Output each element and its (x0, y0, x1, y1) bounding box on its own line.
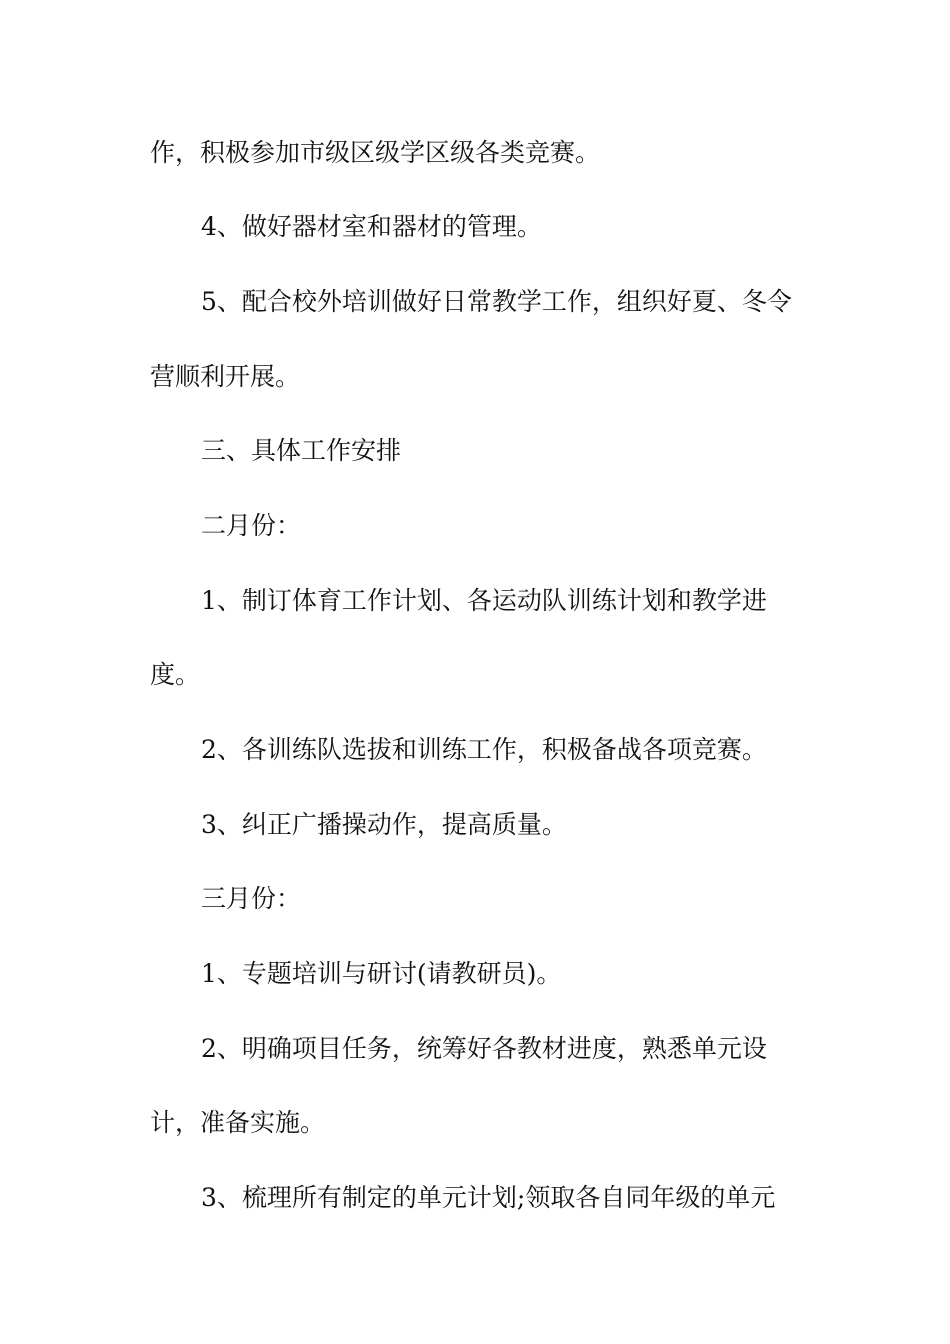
text-line-continuation: 度。 (150, 660, 201, 689)
list-item-1: 1、专题培训与研讨(请教研员)。 (201, 959, 562, 988)
section-heading: 三、具体工作安排 (201, 436, 402, 465)
list-item-3: 3、纠正广播操动作，提高质量。 (201, 810, 567, 839)
month-heading-february: 二月份： (201, 511, 302, 540)
list-item-2: 2、各训练队选拔和训练工作，积极备战各项竞赛。 (201, 735, 767, 764)
list-item-1: 1、制订体育工作计划、各运动队训练计划和教学进 (201, 586, 767, 615)
list-item-4: 4、做好器材室和器材的管理。 (201, 212, 542, 241)
month-heading-march: 三月份： (201, 884, 302, 913)
list-item-3: 3、梳理所有制定的单元计划;领取各自同年级的单元 (201, 1183, 776, 1212)
text-line-continuation: 营顺利开展。 (150, 362, 301, 391)
list-item-2: 2、明确项目任务，统筹好各教材进度，熟悉单元设 (201, 1034, 767, 1063)
text-line-continuation: 计，准备实施。 (150, 1108, 326, 1137)
list-item-5: 5、配合校外培训做好日常教学工作，组织好夏、冬令 (201, 287, 792, 316)
text-line-continuation: 作，积极参加市级区级学区级各类竞赛。 (150, 138, 601, 167)
